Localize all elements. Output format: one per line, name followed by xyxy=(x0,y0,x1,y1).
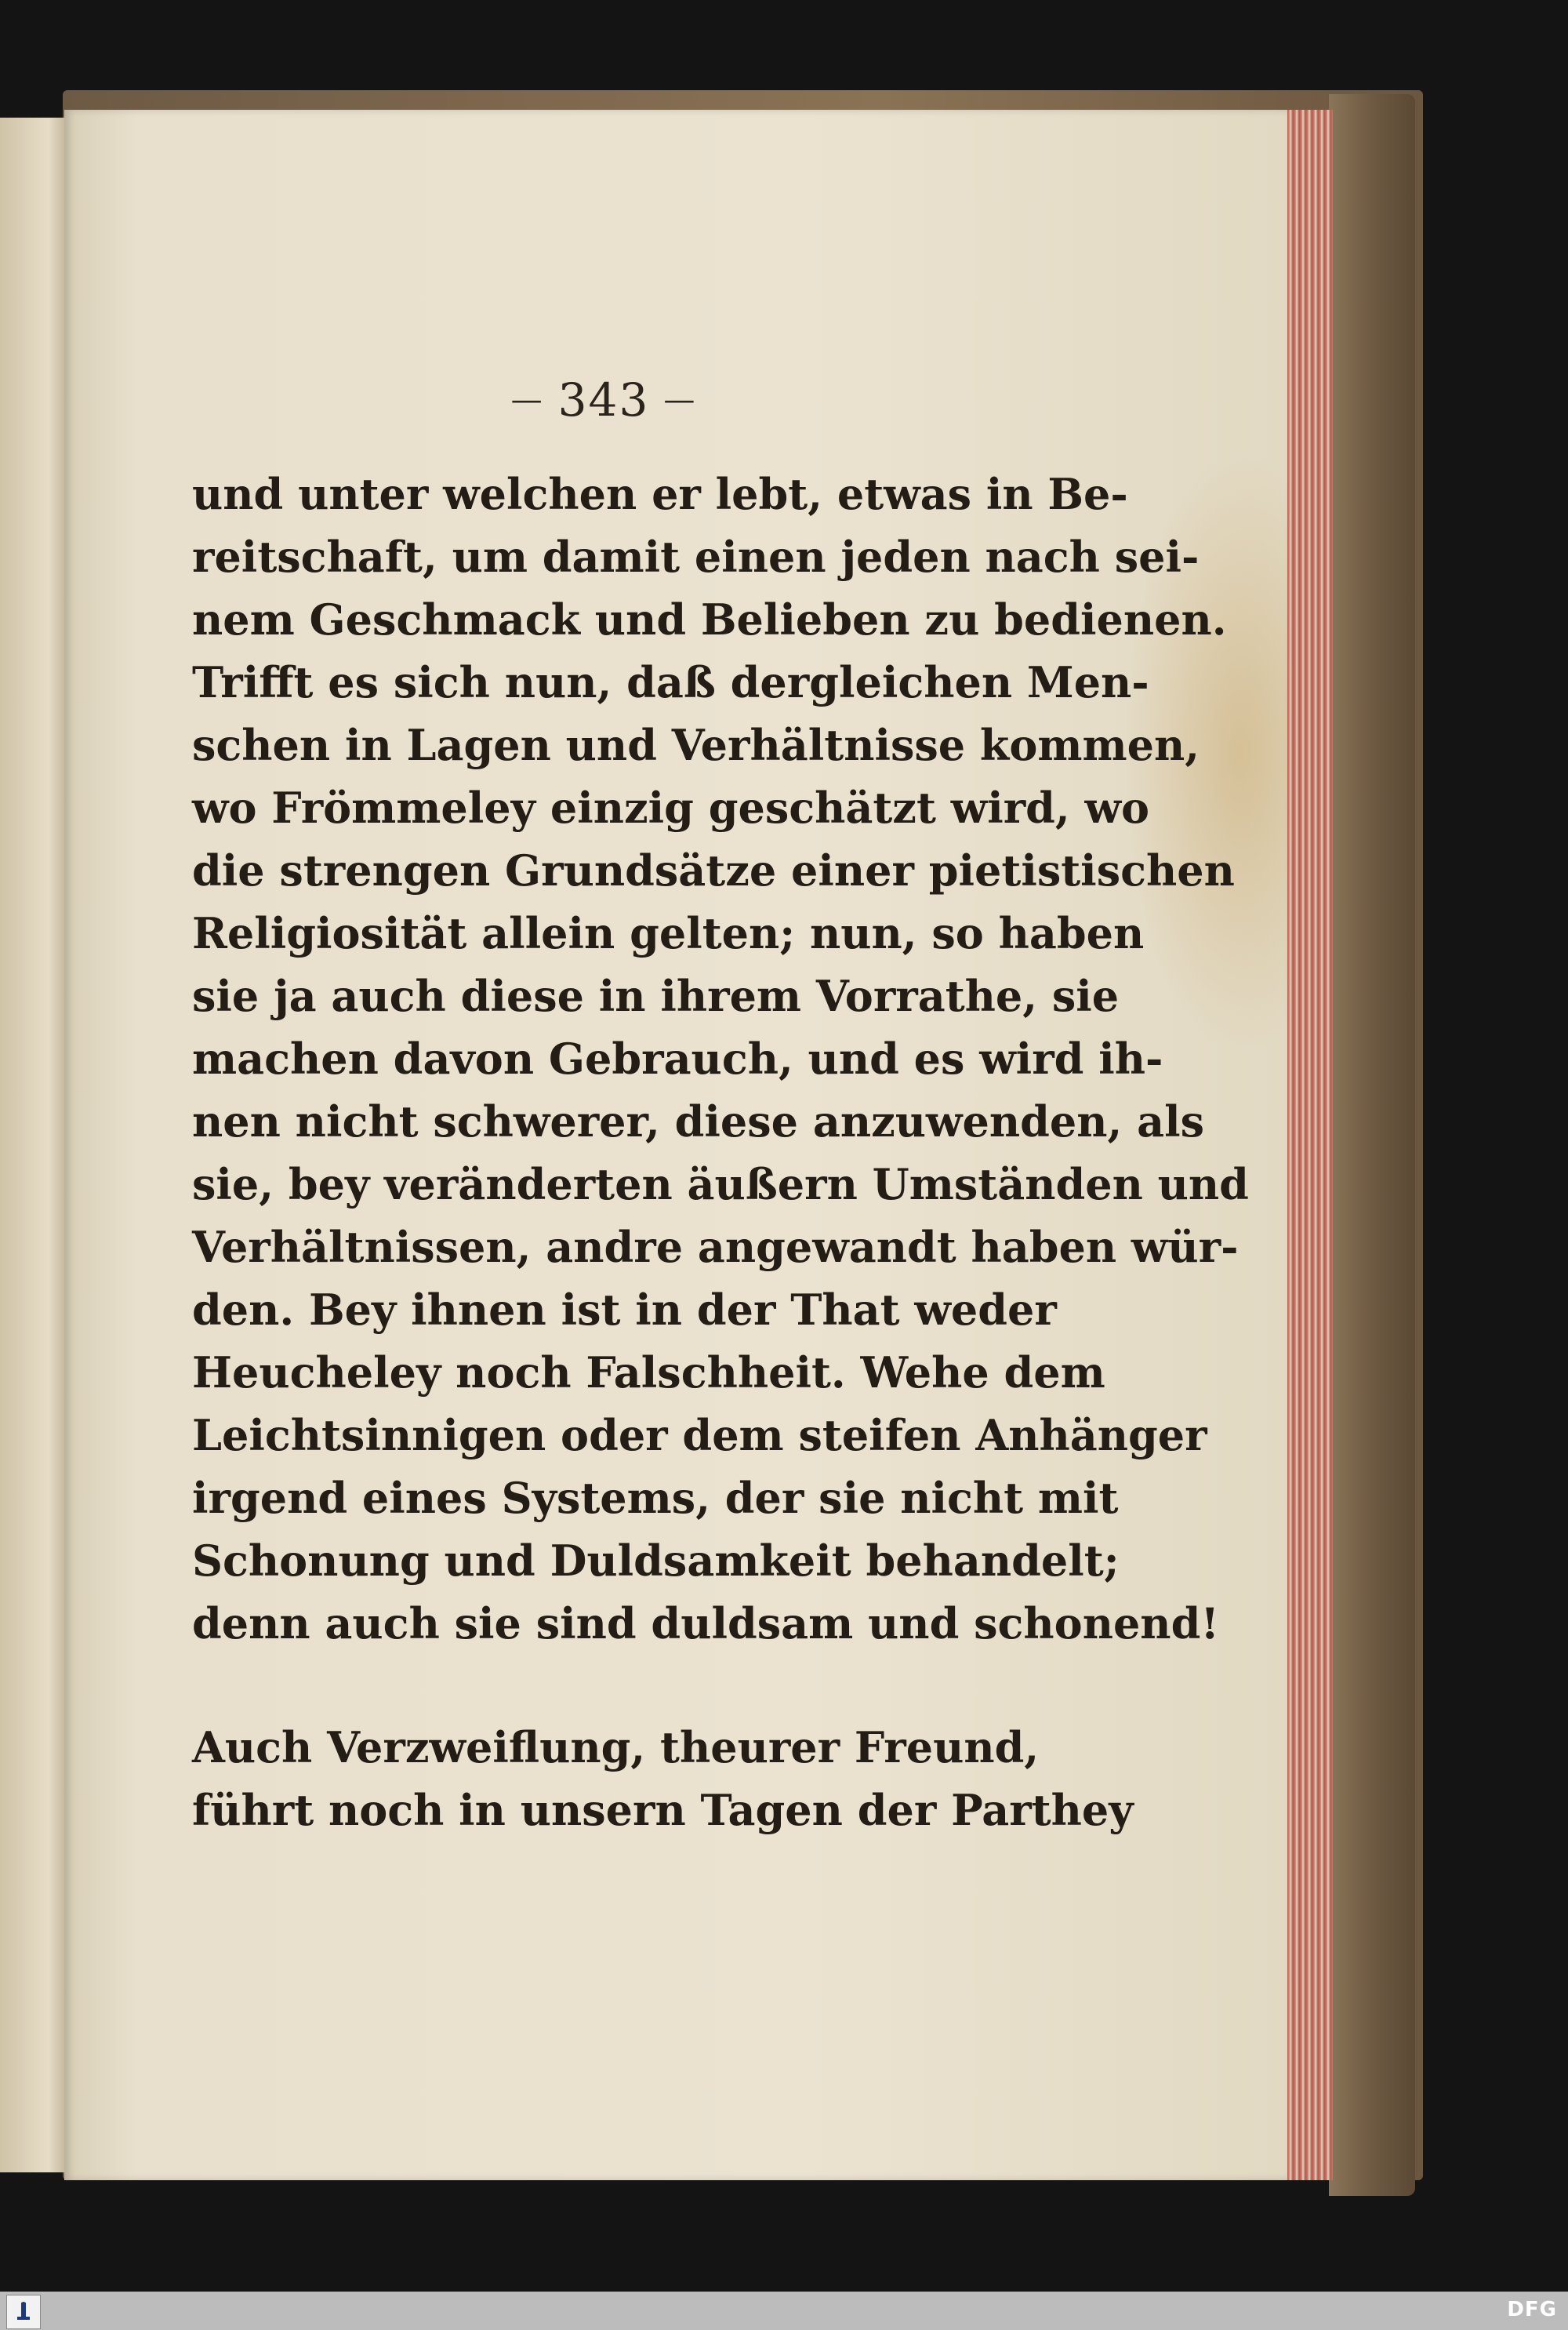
dash-left: — xyxy=(510,382,544,418)
text-line: Leichtsinnigen oder dem steifen Anhänger xyxy=(192,1410,1207,1460)
text-line: nem Geschmack und Belieben zu bedienen. xyxy=(192,594,1227,645)
book-cover-right-edge xyxy=(1329,94,1415,2196)
dfg-mark: DFG xyxy=(1507,2298,1557,2321)
text-line: Trifft es sich nun, daß dergleichen Men- xyxy=(192,657,1149,707)
text-line: schen in Lagen und Verhältnisse kommen, xyxy=(192,720,1200,770)
left-page-edge xyxy=(0,118,69,2172)
text-line: reitschaft, um damit einen jeden nach sei- xyxy=(192,532,1200,582)
text-line: machen davon Gebrauch, und es wird ih- xyxy=(192,1034,1163,1084)
dash-right: — xyxy=(663,382,697,418)
text-line: Heucheley noch Falschheit. Wehe dem xyxy=(192,1347,1105,1398)
text-line: Schonung und Duldsamkeit behandelt; xyxy=(192,1536,1120,1586)
text-line: denn auch sie sind duldsam und schonend! xyxy=(192,1598,1220,1648)
text-line: Verhältnissen, andre angewandt haben wür- xyxy=(192,1222,1239,1272)
text-line: Auch Verzweiflung, theurer Freund, xyxy=(192,1722,1040,1772)
body-text xyxy=(192,463,1249,1841)
text-line: Religiosität allein gelten; nun, so haben xyxy=(192,908,1145,958)
page-number xyxy=(470,369,737,431)
paragraph-2 xyxy=(192,1716,1134,1841)
page-number-value: 343 xyxy=(557,373,650,427)
text-line: sie ja auch diese in ihrem Vorrathe, sie xyxy=(192,971,1120,1021)
text-line: und unter welchen er lebt, etwas in Be- xyxy=(192,469,1128,519)
paragraph-1 xyxy=(192,463,1249,1655)
text-line: die strengen Grundsätze einer pietistischen xyxy=(192,845,1235,896)
text-line: sie, bey veränderten äußern Umständen und xyxy=(192,1159,1249,1209)
text-line: wo Frömmeley einzig geschätzt wird, wo xyxy=(192,783,1150,833)
text-line: nen nicht schwerer, diese anzuwenden, als xyxy=(192,1096,1204,1147)
library-logo-icon xyxy=(6,2295,41,2329)
viewer-footer-bar xyxy=(0,2292,1568,2330)
text-line: irgend eines Systems, der sie nicht mit xyxy=(192,1473,1119,1523)
text-line: führt noch in unsern Tagen der Parthey xyxy=(192,1785,1134,1835)
text-line: den. Bey ihnen ist in der That weder xyxy=(192,1285,1057,1335)
